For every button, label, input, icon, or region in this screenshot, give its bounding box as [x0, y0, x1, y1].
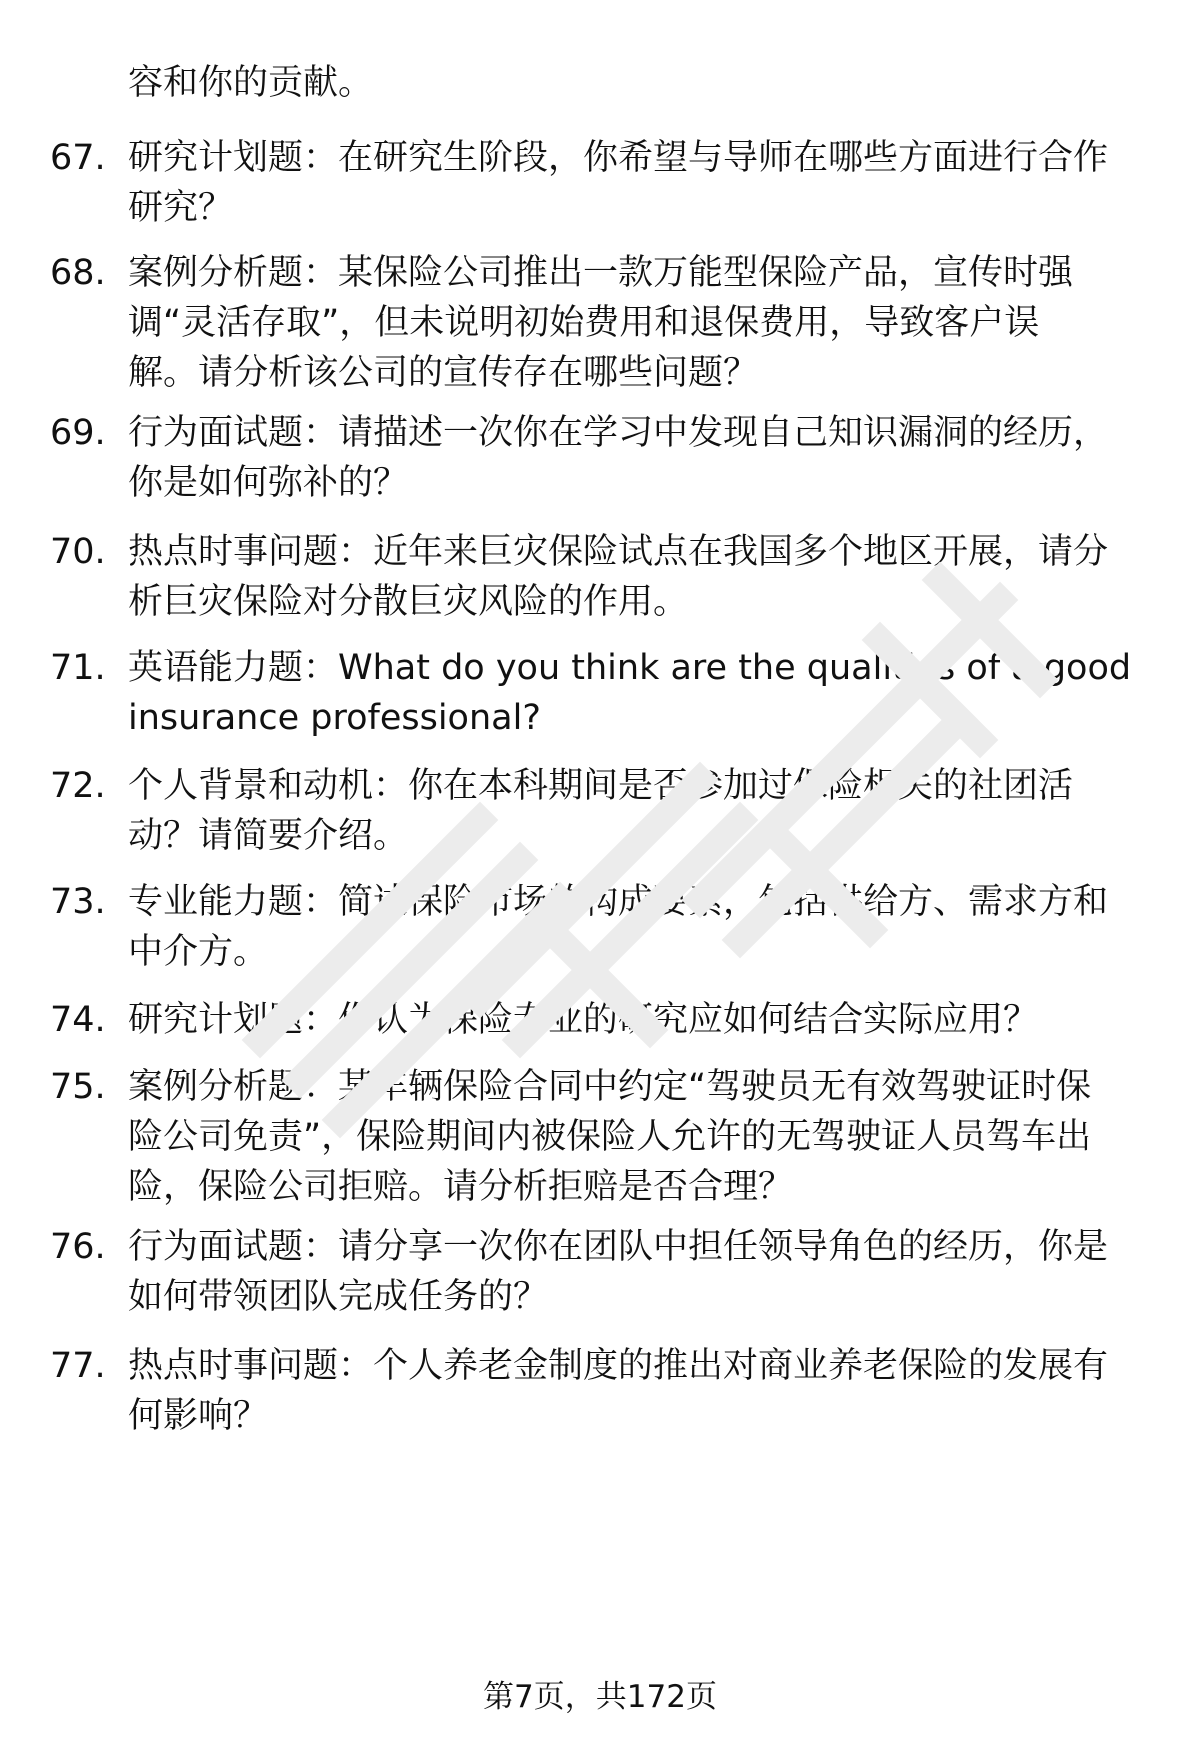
- question-text: [128, 1062, 1138, 1212]
- question-number: 71.: [50, 648, 106, 688]
- question-line: 研究计划题：在研究生阶段，你希望与导师在哪些方面进行合作: [128, 138, 1109, 178]
- question-line: 案例分析题：某车辆保险合同中约定“驾驶员无有效驾驶证时保: [128, 1067, 1092, 1107]
- question-line: 险公司免责”，保险期间内被保险人允许的无驾驶证人员驾车出: [128, 1117, 1092, 1157]
- question-line: 险，保险公司拒赔。请分析拒赔是否合理？: [128, 1167, 794, 1207]
- page-footer: 第7页，共172页: [483, 1679, 717, 1715]
- question-line: 专业能力题：简述保险市场的构成要素，包括供给方、需求方和: [128, 882, 1109, 922]
- question-text: [128, 643, 1138, 743]
- question-line: 英语能力题：What do you think are the qualities of a good: [128, 648, 1132, 688]
- question-line: 解。请分析该公司的宣传存在哪些问题？: [128, 353, 759, 393]
- question-text: [128, 248, 1138, 398]
- question-line: 行为面试题：请描述一次你在学习中发现自己知识漏洞的经历，: [128, 413, 1109, 453]
- question-text: [128, 408, 1138, 508]
- question-line: 行为面试题：请分享一次你在团队中担任领导角色的经历，你是: [128, 1227, 1109, 1267]
- question-number: 75.: [50, 1067, 106, 1107]
- question-line: 如何带领团队完成任务的？: [128, 1277, 549, 1317]
- question-text: [128, 1222, 1138, 1322]
- question-text: [128, 995, 1138, 1045]
- question-line: 案例分析题：某保险公司推出一款万能型保险产品，宣传时强: [128, 253, 1074, 293]
- question-number: 76.: [50, 1227, 106, 1267]
- question-line: 何影响？: [128, 1396, 269, 1436]
- question-line: 热点时事问题：个人养老金制度的推出对商业养老保险的发展有: [128, 1346, 1109, 1386]
- question-line: 热点时事问题：近年来巨灾保险试点在我国多个地区开展，请分: [128, 532, 1109, 572]
- question-number: 69.: [50, 413, 106, 453]
- question-number: 70.: [50, 532, 106, 572]
- question-line: 研究计划题：你认为保险专业的研究应如何结合实际应用？: [128, 1000, 1039, 1040]
- question-text: [128, 527, 1138, 627]
- question-number: 74.: [50, 1000, 106, 1040]
- question-number: 68.: [50, 253, 106, 293]
- question-line: 动？请简要介绍。: [128, 816, 409, 856]
- question-text: [128, 1341, 1138, 1441]
- question-line: 研究？: [128, 188, 234, 228]
- question-number: 73.: [50, 882, 106, 922]
- question-line: insurance professional?: [128, 698, 541, 738]
- question-text: [128, 761, 1138, 861]
- question-text: [128, 877, 1138, 977]
- question-line: 个人背景和动机：你在本科期间是否参加过保险相关的社团活: [128, 766, 1074, 806]
- question-number: 72.: [50, 766, 106, 806]
- question-line: 调“灵活存取”，但未说明初始费用和退保费用，导致客户误: [128, 303, 1040, 343]
- question-line: 中介方。: [128, 932, 269, 972]
- question-text: [128, 133, 1138, 233]
- question-number: 77.: [50, 1346, 106, 1386]
- question-line: 析巨灾保险对分散巨灾风险的作用。: [128, 582, 689, 622]
- question-line: 你是如何弥补的？: [128, 463, 409, 503]
- question-number: 67.: [50, 138, 106, 178]
- continued-text: 容和你的贡献。: [128, 63, 374, 103]
